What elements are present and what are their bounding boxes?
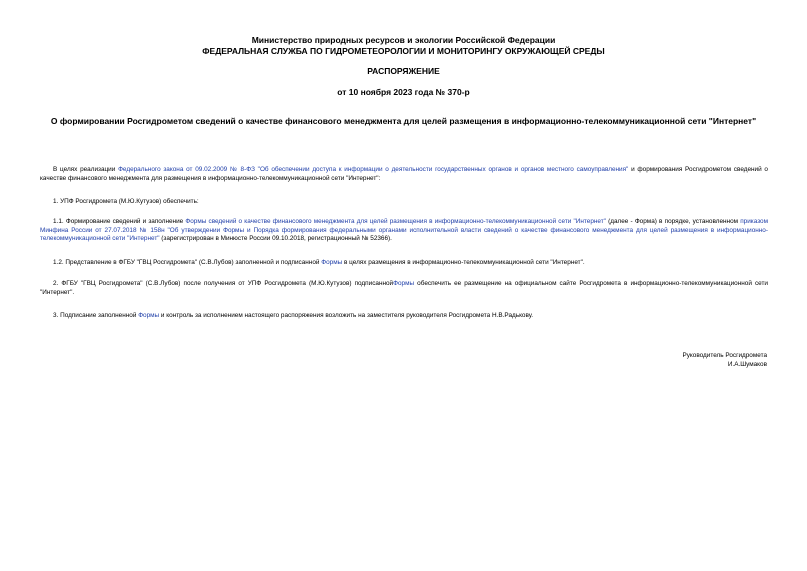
paragraph-text: в целях размещения в информационно-телекоммуникационной сети "Интернет". (342, 259, 585, 266)
form-link[interactable]: Формы (393, 280, 415, 287)
paragraph-text: 2. ФГБУ "ГВЦ Росгидромета" (С.В.Лубов) после получения от УПФ Росгидромета (М.Ю.Кутузов) подписанной (53, 280, 394, 287)
document-title: О формировании Росгидрометом сведений о качестве финансового менеджмента для целей размещения в информационно-телекоммуникационной сети "Интернет" (50, 116, 757, 126)
order-link[interactable]: приказом Минфина России от 27.07.2018 № 158н "Об утверждении Формы и Порядка формирования федеральными органами исполнительной власти сведений о качестве финансового менеджмента для целей размещения в информационно-телекоммуникационной сети "Интернет" (40, 218, 768, 242)
paragraph-text: 3. Подписание заполненной (53, 312, 139, 319)
law-link[interactable]: Федерального закона от 09.02.2009 № 8-ФЗ "Об обеспечении доступа к информации о деятельности государственных органов и органов местного самоуправления" (118, 166, 629, 173)
paragraph-text: 1. УПФ Росгидромета (М.Ю.Кутузов) обеспечить: (53, 198, 199, 205)
paragraph-text: и контроль за исполнением настоящего распоряжения возложить на заместителя руководителя Росгидромета Н.В.Радькову. (159, 312, 534, 319)
paragraph-item-1-1 (40, 218, 768, 244)
service-name: ФЕДЕРАЛЬНАЯ СЛУЖБА ПО ГИДРОМЕТЕОРОЛОГИИ И МОНИТОРИНГУ ОКРУЖАЮЩЕЙ СРЕДЫ (202, 46, 605, 56)
form-link[interactable]: Формы (321, 259, 343, 266)
paragraph-preamble (40, 166, 768, 183)
ministry-name: Министерство природных ресурсов и экологии Российской Федерации (251, 35, 556, 45)
paragraph-item-3 (40, 312, 768, 321)
paragraph-text: обеспечить ее размещение на официальном сайте Росгидромета в информационно-телекоммуникационной сети "Интернет". (40, 280, 768, 296)
paragraph-item-1 (40, 198, 768, 207)
document-date-number: от 10 ноября 2023 года № 370-р (337, 87, 470, 97)
paragraph-text: (далее - Форма) в порядке, установленном (605, 218, 741, 225)
signature-block (682, 352, 767, 369)
paragraph-text: и формирования Росгидрометом сведений о качестве финансового менеджмента для размещения в информационно-телекоммуникационной сети "Интернет": (40, 166, 768, 182)
paragraph-text: В целях реализации (53, 166, 119, 173)
form-link[interactable]: Формы (138, 312, 160, 319)
form-link[interactable]: Формы сведений о качестве финансового менеджмента для целей размещения в информационно-телекоммуникационной сети "Интернет" (185, 218, 606, 225)
paragraph-text: (зарегистрирован в Минюсте России 09.10.2018, регистрационный № 52366). (159, 235, 392, 242)
paragraph-text: 1.2. Представление в ФГБУ "ГВЦ Росгидромета" (С.В.Лубов) заполненной и подписанной (53, 259, 322, 266)
paragraph-item-1-2 (40, 259, 768, 268)
document-type: РАСПОРЯЖЕНИЕ (367, 66, 440, 76)
paragraph-text: 1.1. Формирование сведений и заполнение (53, 218, 186, 225)
paragraph-item-2 (40, 280, 768, 297)
signature-name: И.А.Шумаков (727, 360, 767, 368)
signature-position: Руководитель Росгидромета (682, 352, 767, 359)
